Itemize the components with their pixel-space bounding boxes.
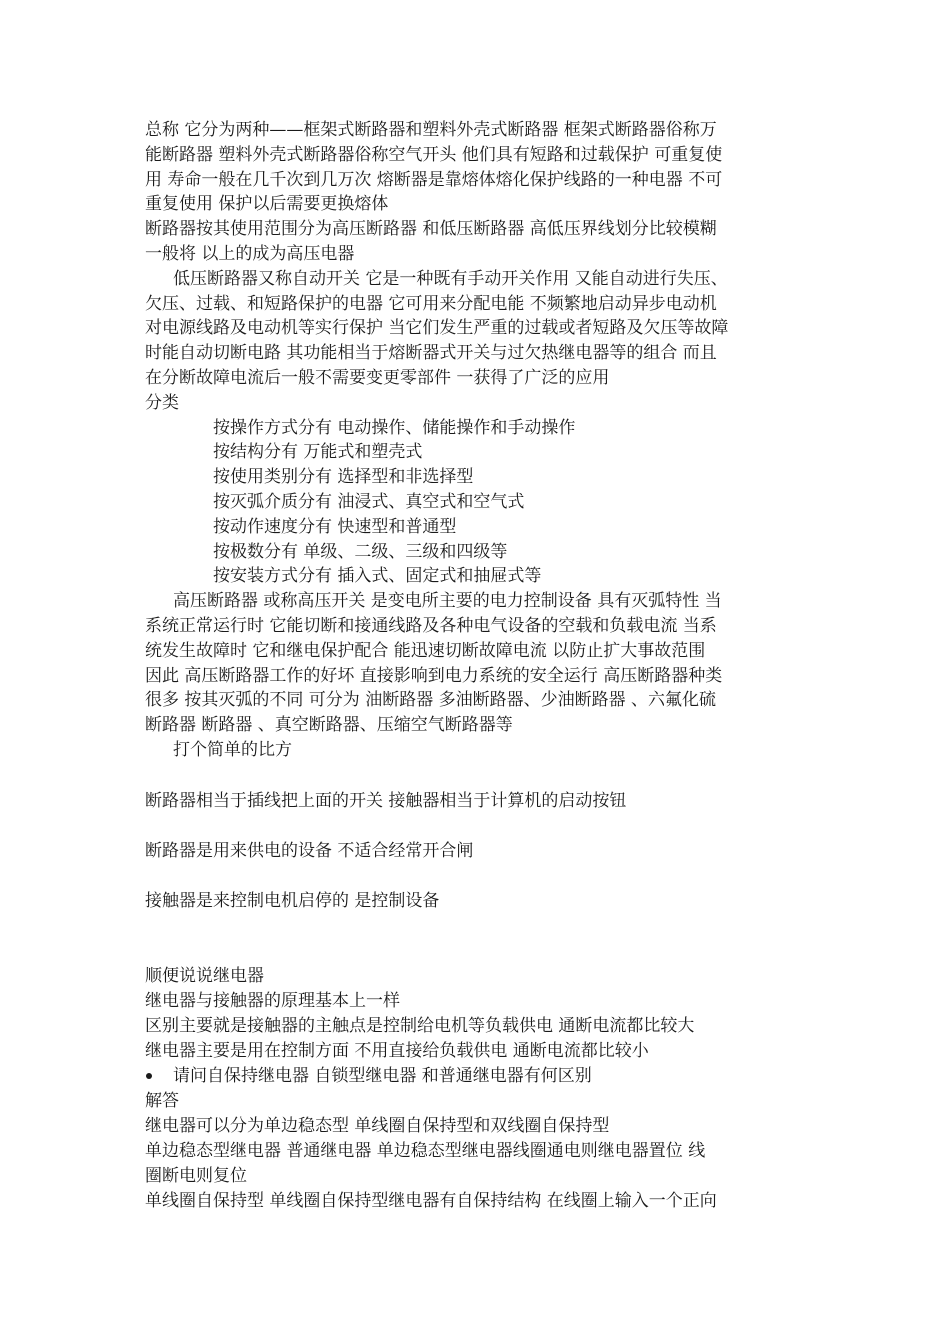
list-item: 按操作方式分有 电动操作、储能操作和手动操作 xyxy=(213,418,576,438)
list-item: 按极数分有 单级、二级、三级和四级等 xyxy=(213,542,508,562)
text-line: 在分断故障电流后一般不需要变更零部件 一获得了广泛的应用 xyxy=(145,368,610,388)
text-line: 区别主要就是接触器的主触点是控制给电机等负载供电 通断电流都比较大 xyxy=(145,1016,695,1036)
text-line: 用 寿命一般在几千次到几万次 熔断器是靠熔体熔化保护线路的一种电器 不可 xyxy=(145,170,723,190)
text-line: 欠压、过载、和短路保护的电器 它可用来分配电能 不频繁地启动异步电动机 xyxy=(145,294,717,314)
text-line: 系统正常运行时 它能切断和接通线路及各种电气设备的空载和负载电流 当系 xyxy=(145,616,717,636)
analogy-intro: 打个简单的比方 xyxy=(173,740,292,760)
question-line: 请问自保持继电器 自锁型继电器 和普通继电器有何区别 xyxy=(173,1066,592,1086)
text-line: 总称 它分为两种——框架式断路器和塑料外壳式断路器 框架式断路器俗称万 xyxy=(145,120,717,140)
text-line: 断路器 断路器 、真空断路器、压缩空气断路器等 xyxy=(145,715,513,735)
analogy-line: 断路器相当于插线把上面的开关 接触器相当于计算机的启动按钮 xyxy=(145,791,627,811)
list-item: 按安装方式分有 插入式、固定式和抽屉式等 xyxy=(213,566,542,586)
analogy-line: 断路器是用来供电的设备 不适合经常开合闸 xyxy=(145,841,474,861)
text-line: 低压断路器又称自动开关 它是一种既有手动开关作用 又能自动进行失压、 xyxy=(173,269,728,289)
text-line: 继电器主要是用在控制方面 不用直接给负载供电 通断电流都比较小 xyxy=(145,1041,649,1061)
list-item: 按结构分有 万能式和塑壳式 xyxy=(213,442,423,462)
text-line: 重复使用 保护以后需要更换熔体 xyxy=(145,194,389,214)
text-line: 圈断电则复位 xyxy=(145,1166,247,1186)
text-line: 时能自动切断电路 其功能相当于熔断器式开关与过欠热继电器等的组合 而且 xyxy=(145,343,717,363)
text-line: 单边稳态型继电器 普通继电器 单边稳态型继电器线圈通电则继电器置位 线 xyxy=(145,1141,706,1161)
text-line: 因此 高压断路器工作的好坏 直接影响到电力系统的安全运行 高压断路器种类 xyxy=(145,666,723,686)
bullet-icon xyxy=(146,1073,152,1079)
text-line: 能断路器 塑料外壳式断路器俗称空气开头 他们具有短路和过载保护 可重复使 xyxy=(145,145,723,165)
text-line: 单线圈自保持型 单线圈自保持型继电器有自保持结构 在线圈上输入一个正向 xyxy=(145,1191,717,1211)
text-line: 一般将 以上的成为高压电器 xyxy=(145,244,355,264)
category-heading: 分类 xyxy=(145,393,179,413)
text-line: 对电源线路及电动机等实行保护 当它们发生严重的过载或者短路及欠压等故障 xyxy=(145,318,729,338)
text-line: 继电器与接触器的原理基本上一样 xyxy=(145,991,400,1011)
list-item: 按灭弧介质分有 油浸式、真空式和空气式 xyxy=(213,492,525,512)
text-line: 断路器按其使用范围分为高压断路器 和低压断路器 高低压界线划分比较模糊 xyxy=(145,219,717,239)
text-line: 继电器可以分为单边稳态型 单线圈自保持型和双线圈自保持型 xyxy=(145,1116,610,1136)
answer-heading: 解答 xyxy=(145,1091,179,1111)
analogy-line: 接触器是来控制电机启停的 是控制设备 xyxy=(145,891,440,911)
text-line: 统发生故障时 它和继电保护配合 能迅速切断故障电流 以防止扩大事故范围 xyxy=(145,641,706,661)
list-item: 按动作速度分有 快速型和普通型 xyxy=(213,517,457,537)
text-line: 很多 按其灭弧的不同 可分为 油断路器 多油断路器、少油断路器 、六氟化硫 xyxy=(145,690,717,710)
list-item: 按使用类别分有 选择型和非选择型 xyxy=(213,467,474,487)
text-line: 高压断路器 或称高压开关 是变电所主要的电力控制设备 具有灭弧特性 当 xyxy=(173,591,722,611)
text-line: 顺便说说继电器 xyxy=(145,966,264,986)
